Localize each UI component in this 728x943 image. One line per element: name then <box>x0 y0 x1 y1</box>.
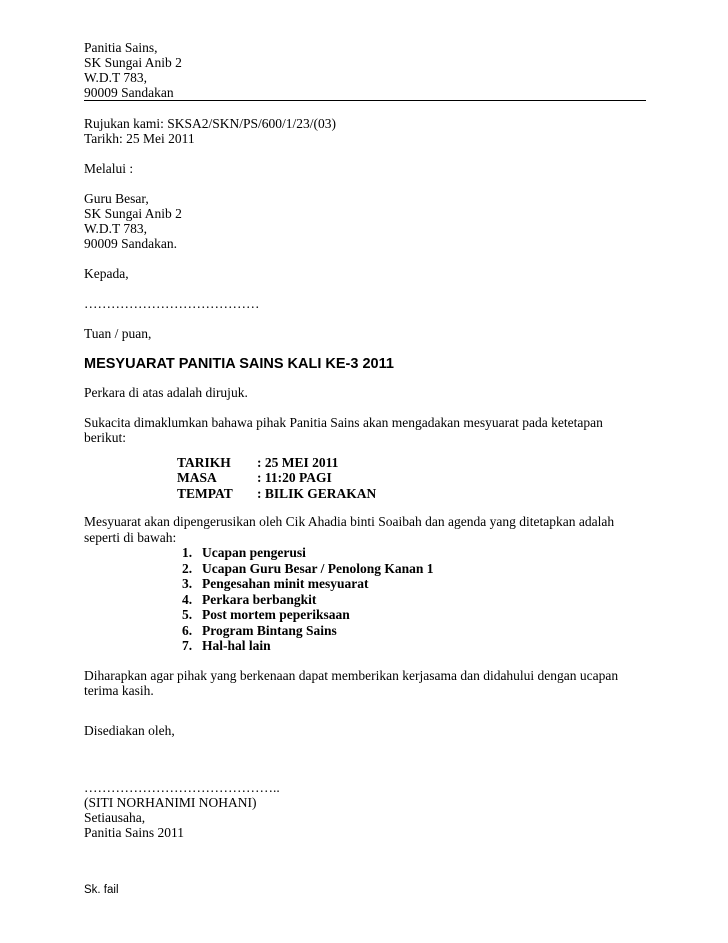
sender-line: Panitia Sains, <box>84 40 158 55</box>
agenda-text: Pengesahan minit mesyuarat <box>202 576 369 591</box>
detail-key: TEMPAT <box>177 485 233 501</box>
agenda-num: 4. <box>182 591 193 607</box>
detail-value: : 25 MEI 2011 <box>257 454 339 470</box>
paragraph-chair: Mesyuarat akan dipengerusikan oleh Cik Ahadia binti Soaibah dan agenda yang ditetapkan adalah seperti di bawah: <box>84 514 615 545</box>
letter-title: MESYUARAT PANITIA SAINS KALI KE-3 2011 <box>84 356 394 372</box>
agenda-num: 2. <box>182 560 193 576</box>
detail-key: TARIKH <box>177 454 231 470</box>
sender-line: SK Sungai Anib 2 <box>84 55 182 70</box>
agenda-num: 1. <box>182 545 193 560</box>
paragraph-notice: Sukacita dimaklumkan bahawa pihak Panitia Sains akan mengadakan mesyuarat pada ketetapan berikut: <box>84 414 603 445</box>
signatory-position: Setiausaha, <box>84 809 146 825</box>
agenda-num: 7. <box>182 638 193 653</box>
agenda-item <box>182 561 646 577</box>
letter <box>84 40 646 840</box>
signature-dots: …………………………………….. <box>84 779 280 795</box>
agenda-text: Post mortem peperiksaan <box>202 607 350 622</box>
paragraph-closing: Diharapkan agar pihak yang berkenaan dapat memberikan kerjasama dan didahului dengan ucapan terima kasih. <box>84 667 619 698</box>
via-label: Melalui : <box>84 161 134 176</box>
headmaster-line: 90009 Sandakan. <box>84 236 177 251</box>
detail-row <box>177 486 376 502</box>
agenda-text: Ucapan pengerusi <box>202 545 306 560</box>
signatory-org: Panitia Sains 2011 <box>84 824 184 840</box>
sender-line: 90009 Sandakan <box>84 85 646 101</box>
signature-block <box>84 780 646 840</box>
headmaster-address <box>84 191 646 251</box>
agenda-num: 5. <box>182 607 193 622</box>
detail-value: : BILIK GERAKAN <box>257 485 377 501</box>
agenda-item <box>182 607 646 623</box>
meeting-details <box>177 455 376 502</box>
signatory-name: (SITI NORHANIMI NOHANI) <box>84 794 257 810</box>
reference-number: Rujukan kami: SKSA2/SKN/PS/600/1/23/(03) <box>84 116 337 131</box>
prepared-by: Disediakan oleh, <box>84 722 175 738</box>
headmaster-line: Guru Besar, <box>84 191 149 206</box>
agenda-item <box>182 638 646 654</box>
paragraph-intro: Perkara di atas adalah dirujuk. <box>84 385 248 400</box>
headmaster-line: W.D.T 783, <box>84 221 148 236</box>
letter-date: Tarikh: 25 Mei 2011 <box>84 131 195 146</box>
detail-row <box>177 470 376 486</box>
headmaster-line: SK Sungai Anib 2 <box>84 206 182 221</box>
detail-value: : 11:20 PAGI <box>257 470 332 485</box>
recipient-label: Kepada, <box>84 266 129 281</box>
agenda-text: Perkara berbangkit <box>202 591 317 607</box>
agenda-text: Hal-hal lain <box>202 638 271 653</box>
agenda-list <box>182 545 646 654</box>
agenda-item <box>182 623 646 639</box>
recipient-dots: ………………………………… <box>84 296 260 311</box>
footer-note: Sk. fail <box>84 884 119 896</box>
detail-row <box>177 455 376 471</box>
salutation: Tuan / puan, <box>84 326 152 341</box>
agenda-text: Ucapan Guru Besar / Penolong Kanan 1 <box>202 560 434 576</box>
agenda-text: Program Bintang Sains <box>202 622 337 638</box>
agenda-num: 3. <box>182 576 193 591</box>
agenda-item <box>182 576 646 592</box>
agenda-item <box>182 592 646 608</box>
agenda-item <box>182 545 646 561</box>
agenda-num: 6. <box>182 622 193 638</box>
detail-key: MASA <box>177 470 217 485</box>
sender-line: W.D.T 783, <box>84 70 148 85</box>
sender-address <box>84 40 646 101</box>
